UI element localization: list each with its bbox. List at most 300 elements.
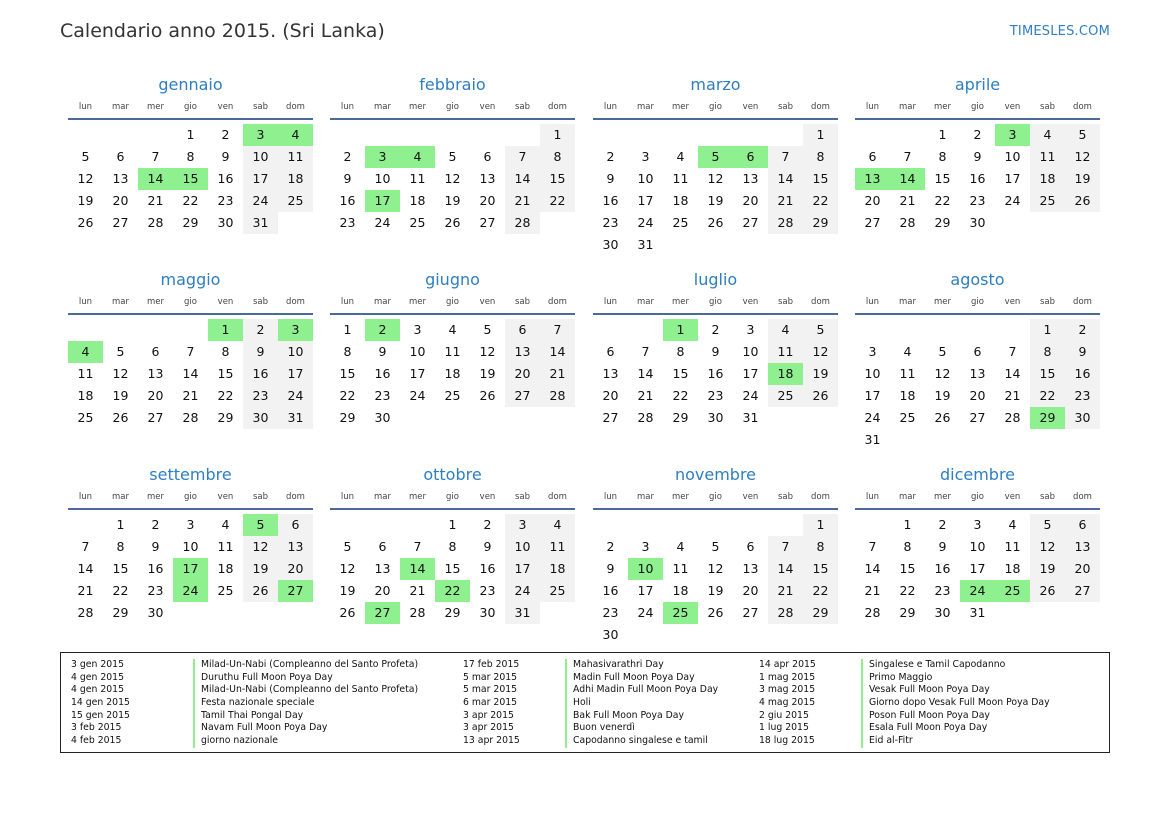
weekend-day-cell[interactable]: 28 <box>505 212 540 234</box>
weekend-day-cell[interactable]: 9 <box>243 341 278 363</box>
weekend-day-cell[interactable]: 25 <box>768 385 803 407</box>
weekend-day-cell[interactable]: 22 <box>1030 385 1065 407</box>
weekend-day-cell[interactable]: 28 <box>540 385 575 407</box>
day-cell[interactable]: 15 <box>444 561 461 576</box>
day-cell[interactable]: 9 <box>606 171 615 186</box>
holiday-day-cell[interactable]: 14 <box>890 168 925 190</box>
day-cell[interactable]: 6 <box>746 539 755 554</box>
weekend-day-cell[interactable]: 20 <box>505 363 540 385</box>
day-cell[interactable]: 18 <box>77 388 94 403</box>
holiday-day-cell[interactable]: 17 <box>365 190 400 212</box>
weekend-day-cell[interactable]: 21 <box>505 190 540 212</box>
weekend-day-cell[interactable]: 6 <box>1065 514 1100 536</box>
day-cell[interactable]: 16 <box>934 561 951 576</box>
day-cell[interactable]: 21 <box>864 583 881 598</box>
day-cell[interactable]: 22 <box>899 583 916 598</box>
day-cell[interactable]: 7 <box>186 344 195 359</box>
weekend-day-cell[interactable]: 6 <box>278 514 313 536</box>
day-cell[interactable]: 14 <box>77 561 94 576</box>
day-cell[interactable]: 29 <box>112 605 129 620</box>
day-cell[interactable]: 13 <box>602 366 619 381</box>
day-cell[interactable]: 19 <box>444 193 461 208</box>
holiday-day-cell[interactable]: 5 <box>243 514 278 536</box>
holiday-day-cell[interactable]: 3 <box>995 124 1030 146</box>
day-cell[interactable]: 17 <box>637 193 654 208</box>
weekend-day-cell[interactable]: 12 <box>1030 536 1065 558</box>
day-cell[interactable]: 26 <box>112 410 129 425</box>
day-cell[interactable]: 30 <box>374 410 391 425</box>
day-cell[interactable]: 31 <box>742 410 759 425</box>
day-cell[interactable]: 10 <box>637 171 654 186</box>
day-cell[interactable]: 2 <box>221 127 230 142</box>
day-cell[interactable]: 2 <box>151 517 160 532</box>
weekend-day-cell[interactable]: 8 <box>803 146 838 168</box>
day-cell[interactable]: 18 <box>672 193 689 208</box>
day-cell[interactable]: 23 <box>602 605 619 620</box>
day-cell[interactable]: 23 <box>374 388 391 403</box>
day-cell[interactable]: 3 <box>641 539 650 554</box>
weekend-day-cell[interactable]: 8 <box>540 146 575 168</box>
weekend-day-cell[interactable]: 14 <box>768 558 803 580</box>
day-cell[interactable]: 25 <box>899 410 916 425</box>
day-cell[interactable]: 20 <box>969 388 986 403</box>
day-cell[interactable]: 7 <box>151 149 160 164</box>
holiday-day-cell[interactable]: 14 <box>138 168 173 190</box>
weekend-day-cell[interactable]: 13 <box>505 341 540 363</box>
holiday-day-cell[interactable]: 3 <box>243 124 278 146</box>
day-cell[interactable]: 29 <box>899 605 916 620</box>
holiday-day-cell[interactable]: 27 <box>365 602 400 624</box>
day-cell[interactable]: 4 <box>903 344 912 359</box>
day-cell[interactable]: 1 <box>448 517 457 532</box>
day-cell[interactable]: 22 <box>182 193 199 208</box>
weekend-day-cell[interactable]: 17 <box>243 168 278 190</box>
day-cell[interactable]: 25 <box>444 388 461 403</box>
day-cell[interactable]: 20 <box>742 193 759 208</box>
day-cell[interactable]: 3 <box>973 517 982 532</box>
day-cell[interactable]: 26 <box>479 388 496 403</box>
weekend-day-cell[interactable]: 8 <box>803 536 838 558</box>
day-cell[interactable]: 12 <box>479 344 496 359</box>
day-cell[interactable]: 16 <box>339 193 356 208</box>
day-cell[interactable]: 4 <box>1008 517 1017 532</box>
holiday-day-cell[interactable]: 29 <box>1030 407 1065 429</box>
day-cell[interactable]: 18 <box>899 388 916 403</box>
day-cell[interactable]: 16 <box>147 561 164 576</box>
day-cell[interactable]: 2 <box>483 517 492 532</box>
holiday-day-cell[interactable]: 13 <box>855 168 890 190</box>
day-cell[interactable]: 30 <box>602 627 619 642</box>
weekend-day-cell[interactable]: 15 <box>803 558 838 580</box>
weekend-day-cell[interactable]: 26 <box>1065 190 1100 212</box>
day-cell[interactable]: 18 <box>217 561 234 576</box>
weekend-day-cell[interactable]: 8 <box>1030 341 1065 363</box>
day-cell[interactable]: 11 <box>77 366 94 381</box>
day-cell[interactable]: 27 <box>479 215 496 230</box>
day-cell[interactable]: 14 <box>637 366 654 381</box>
weekend-day-cell[interactable]: 18 <box>1030 168 1065 190</box>
weekend-day-cell[interactable]: 7 <box>505 146 540 168</box>
day-cell[interactable]: 29 <box>934 215 951 230</box>
day-cell[interactable]: 19 <box>479 366 496 381</box>
day-cell[interactable]: 27 <box>112 215 129 230</box>
weekend-day-cell[interactable]: 4 <box>768 319 803 341</box>
holiday-day-cell[interactable]: 22 <box>435 580 470 602</box>
day-cell[interactable]: 23 <box>602 215 619 230</box>
day-cell[interactable]: 6 <box>973 344 982 359</box>
day-cell[interactable]: 8 <box>448 539 457 554</box>
weekend-day-cell[interactable]: 29 <box>803 212 838 234</box>
day-cell[interactable]: 21 <box>77 583 94 598</box>
day-cell[interactable]: 10 <box>409 344 426 359</box>
day-cell[interactable]: 16 <box>602 583 619 598</box>
day-cell[interactable]: 10 <box>742 344 759 359</box>
weekend-day-cell[interactable]: 18 <box>540 558 575 580</box>
day-cell[interactable]: 9 <box>221 149 230 164</box>
day-cell[interactable]: 13 <box>112 171 129 186</box>
day-cell[interactable]: 23 <box>147 583 164 598</box>
day-cell[interactable]: 17 <box>969 561 986 576</box>
day-cell[interactable]: 15 <box>899 561 916 576</box>
weekend-day-cell[interactable]: 5 <box>1030 514 1065 536</box>
day-cell[interactable]: 15 <box>672 366 689 381</box>
day-cell[interactable]: 11 <box>899 366 916 381</box>
day-cell[interactable]: 7 <box>903 149 912 164</box>
day-cell[interactable]: 10 <box>374 171 391 186</box>
day-cell[interactable]: 28 <box>147 215 164 230</box>
day-cell[interactable]: 24 <box>742 388 759 403</box>
weekend-day-cell[interactable]: 7 <box>540 319 575 341</box>
day-cell[interactable]: 18 <box>444 366 461 381</box>
day-cell[interactable]: 9 <box>973 149 982 164</box>
day-cell[interactable]: 20 <box>374 583 391 598</box>
day-cell[interactable]: 23 <box>217 193 234 208</box>
day-cell[interactable]: 19 <box>112 388 129 403</box>
weekend-day-cell[interactable]: 15 <box>1030 363 1065 385</box>
day-cell[interactable]: 9 <box>378 344 387 359</box>
day-cell[interactable]: 24 <box>1004 193 1021 208</box>
weekend-day-cell[interactable]: 5 <box>803 319 838 341</box>
day-cell[interactable]: 12 <box>339 561 356 576</box>
day-cell[interactable]: 17 <box>742 366 759 381</box>
day-cell[interactable]: 20 <box>479 193 496 208</box>
day-cell[interactable]: 9 <box>606 561 615 576</box>
weekend-day-cell[interactable]: 15 <box>540 168 575 190</box>
holiday-day-cell[interactable]: 24 <box>173 580 208 602</box>
day-cell[interactable]: 26 <box>934 410 951 425</box>
weekend-day-cell[interactable]: 22 <box>540 190 575 212</box>
day-cell[interactable]: 30 <box>479 605 496 620</box>
weekend-day-cell[interactable]: 7 <box>768 536 803 558</box>
day-cell[interactable]: 18 <box>672 583 689 598</box>
day-cell[interactable]: 7 <box>641 344 650 359</box>
day-cell[interactable]: 2 <box>711 322 720 337</box>
weekend-day-cell[interactable]: 10 <box>243 146 278 168</box>
day-cell[interactable]: 28 <box>1004 410 1021 425</box>
weekend-day-cell[interactable]: 23 <box>243 385 278 407</box>
day-cell[interactable]: 12 <box>707 171 724 186</box>
day-cell[interactable]: 31 <box>864 432 881 447</box>
day-cell[interactable]: 12 <box>444 171 461 186</box>
day-cell[interactable]: 8 <box>903 539 912 554</box>
day-cell[interactable]: 2 <box>938 517 947 532</box>
weekend-day-cell[interactable]: 9 <box>1065 341 1100 363</box>
day-cell[interactable]: 18 <box>1004 561 1021 576</box>
day-cell[interactable]: 12 <box>77 171 94 186</box>
weekend-day-cell[interactable]: 12 <box>243 536 278 558</box>
weekend-day-cell[interactable]: 21 <box>540 363 575 385</box>
day-cell[interactable]: 3 <box>746 322 755 337</box>
day-cell[interactable]: 28 <box>182 410 199 425</box>
day-cell[interactable]: 1 <box>903 517 912 532</box>
day-cell[interactable]: 21 <box>147 193 164 208</box>
day-cell[interactable]: 2 <box>973 127 982 142</box>
day-cell[interactable]: 16 <box>217 171 234 186</box>
day-cell[interactable]: 21 <box>182 388 199 403</box>
holiday-day-cell[interactable]: 3 <box>278 319 313 341</box>
day-cell[interactable]: 25 <box>217 583 234 598</box>
weekend-day-cell[interactable]: 17 <box>278 363 313 385</box>
day-cell[interactable]: 3 <box>186 517 195 532</box>
day-cell[interactable]: 7 <box>868 539 877 554</box>
day-cell[interactable]: 23 <box>339 215 356 230</box>
day-cell[interactable]: 8 <box>221 344 230 359</box>
holiday-day-cell[interactable]: 27 <box>278 580 313 602</box>
day-cell[interactable]: 6 <box>378 539 387 554</box>
day-cell[interactable]: 27 <box>742 215 759 230</box>
day-cell[interactable]: 13 <box>147 366 164 381</box>
day-cell[interactable]: 20 <box>112 193 129 208</box>
day-cell[interactable]: 2 <box>343 149 352 164</box>
weekend-day-cell[interactable]: 14 <box>540 341 575 363</box>
weekend-day-cell[interactable]: 22 <box>803 190 838 212</box>
day-cell[interactable]: 9 <box>711 344 720 359</box>
day-cell[interactable]: 20 <box>147 388 164 403</box>
day-cell[interactable]: 23 <box>969 193 986 208</box>
weekend-day-cell[interactable]: 25 <box>1030 190 1065 212</box>
day-cell[interactable]: 7 <box>1008 344 1017 359</box>
day-cell[interactable]: 26 <box>444 215 461 230</box>
weekend-day-cell[interactable]: 4 <box>540 514 575 536</box>
day-cell[interactable]: 13 <box>969 366 986 381</box>
weekend-day-cell[interactable]: 24 <box>278 385 313 407</box>
weekend-day-cell[interactable]: 5 <box>1065 124 1100 146</box>
brand-link[interactable]: TIMESLES.COM <box>1009 24 1110 39</box>
day-cell[interactable]: 29 <box>672 410 689 425</box>
day-cell[interactable]: 28 <box>899 215 916 230</box>
weekend-day-cell[interactable]: 28 <box>768 212 803 234</box>
day-cell[interactable]: 15 <box>934 171 951 186</box>
day-cell[interactable]: 5 <box>711 539 720 554</box>
day-cell[interactable]: 26 <box>77 215 94 230</box>
day-cell[interactable]: 11 <box>409 171 426 186</box>
day-cell[interactable]: 29 <box>182 215 199 230</box>
day-cell[interactable]: 3 <box>413 322 422 337</box>
day-cell[interactable]: 23 <box>479 583 496 598</box>
day-cell[interactable]: 3 <box>868 344 877 359</box>
weekend-day-cell[interactable]: 19 <box>803 363 838 385</box>
day-cell[interactable]: 29 <box>217 410 234 425</box>
day-cell[interactable]: 11 <box>217 539 234 554</box>
weekend-day-cell[interactable]: 2 <box>243 319 278 341</box>
weekend-day-cell[interactable]: 29 <box>803 602 838 624</box>
weekend-day-cell[interactable]: 23 <box>1065 385 1100 407</box>
day-cell[interactable]: 5 <box>448 149 457 164</box>
day-cell[interactable]: 20 <box>864 193 881 208</box>
day-cell[interactable]: 4 <box>448 322 457 337</box>
day-cell[interactable]: 22 <box>934 193 951 208</box>
weekend-day-cell[interactable]: 1 <box>803 124 838 146</box>
holiday-day-cell[interactable]: 15 <box>173 168 208 190</box>
day-cell[interactable]: 17 <box>864 388 881 403</box>
weekend-day-cell[interactable]: 30 <box>1065 407 1100 429</box>
day-cell[interactable]: 21 <box>1004 388 1021 403</box>
day-cell[interactable]: 5 <box>343 539 352 554</box>
day-cell[interactable]: 8 <box>343 344 352 359</box>
day-cell[interactable]: 13 <box>742 171 759 186</box>
weekend-day-cell[interactable]: 24 <box>243 190 278 212</box>
weekend-day-cell[interactable]: 31 <box>278 407 313 429</box>
day-cell[interactable]: 13 <box>479 171 496 186</box>
weekend-day-cell[interactable]: 27 <box>505 385 540 407</box>
weekend-day-cell[interactable]: 25 <box>278 190 313 212</box>
weekend-day-cell[interactable]: 25 <box>540 580 575 602</box>
day-cell[interactable]: 16 <box>969 171 986 186</box>
holiday-day-cell[interactable]: 24 <box>960 580 995 602</box>
day-cell[interactable]: 31 <box>637 237 654 252</box>
weekend-day-cell[interactable]: 24 <box>505 580 540 602</box>
day-cell[interactable]: 30 <box>934 605 951 620</box>
weekend-day-cell[interactable]: 26 <box>803 385 838 407</box>
day-cell[interactable]: 24 <box>409 388 426 403</box>
day-cell[interactable]: 6 <box>483 149 492 164</box>
day-cell[interactable]: 13 <box>742 561 759 576</box>
weekend-day-cell[interactable]: 30 <box>243 407 278 429</box>
day-cell[interactable]: 26 <box>707 215 724 230</box>
weekend-day-cell[interactable]: 6 <box>505 319 540 341</box>
weekend-day-cell[interactable]: 21 <box>768 190 803 212</box>
day-cell[interactable]: 10 <box>182 539 199 554</box>
day-cell[interactable]: 9 <box>343 171 352 186</box>
day-cell[interactable]: 19 <box>339 583 356 598</box>
day-cell[interactable]: 12 <box>112 366 129 381</box>
day-cell[interactable]: 14 <box>182 366 199 381</box>
day-cell[interactable]: 6 <box>606 344 615 359</box>
day-cell[interactable]: 13 <box>374 561 391 576</box>
day-cell[interactable]: 24 <box>374 215 391 230</box>
day-cell[interactable]: 23 <box>707 388 724 403</box>
weekend-day-cell[interactable]: 28 <box>768 602 803 624</box>
weekend-day-cell[interactable]: 7 <box>768 146 803 168</box>
holiday-day-cell[interactable]: 25 <box>663 602 698 624</box>
day-cell[interactable]: 27 <box>147 410 164 425</box>
holiday-day-cell[interactable]: 3 <box>365 146 400 168</box>
weekend-day-cell[interactable]: 26 <box>1030 580 1065 602</box>
day-cell[interactable]: 30 <box>707 410 724 425</box>
weekend-day-cell[interactable]: 31 <box>243 212 278 234</box>
day-cell[interactable]: 17 <box>409 366 426 381</box>
weekend-day-cell[interactable]: 31 <box>505 602 540 624</box>
day-cell[interactable]: 28 <box>409 605 426 620</box>
day-cell[interactable]: 8 <box>116 539 125 554</box>
day-cell[interactable]: 22 <box>217 388 234 403</box>
weekend-day-cell[interactable]: 11 <box>278 146 313 168</box>
weekend-day-cell[interactable]: 20 <box>278 558 313 580</box>
day-cell[interactable]: 20 <box>742 583 759 598</box>
weekend-day-cell[interactable]: 4 <box>1030 124 1065 146</box>
holiday-day-cell[interactable]: 5 <box>698 146 733 168</box>
day-cell[interactable]: 21 <box>899 193 916 208</box>
day-cell[interactable]: 31 <box>969 605 986 620</box>
day-cell[interactable]: 29 <box>444 605 461 620</box>
day-cell[interactable]: 25 <box>672 215 689 230</box>
day-cell[interactable]: 19 <box>934 388 951 403</box>
weekend-day-cell[interactable]: 10 <box>278 341 313 363</box>
day-cell[interactable]: 15 <box>217 366 234 381</box>
day-cell[interactable]: 9 <box>938 539 947 554</box>
weekend-day-cell[interactable]: 13 <box>278 536 313 558</box>
day-cell[interactable]: 16 <box>374 366 391 381</box>
day-cell[interactable]: 10 <box>864 366 881 381</box>
weekend-day-cell[interactable]: 17 <box>505 558 540 580</box>
day-cell[interactable]: 19 <box>707 583 724 598</box>
day-cell[interactable]: 27 <box>864 215 881 230</box>
day-cell[interactable]: 16 <box>707 366 724 381</box>
day-cell[interactable]: 5 <box>116 344 125 359</box>
day-cell[interactable]: 21 <box>409 583 426 598</box>
weekend-day-cell[interactable]: 13 <box>1065 536 1100 558</box>
day-cell[interactable]: 24 <box>864 410 881 425</box>
day-cell[interactable]: 12 <box>707 561 724 576</box>
day-cell[interactable]: 19 <box>77 193 94 208</box>
weekend-day-cell[interactable]: 1 <box>803 514 838 536</box>
weekend-day-cell[interactable]: 14 <box>768 168 803 190</box>
holiday-day-cell[interactable]: 1 <box>208 319 243 341</box>
weekend-day-cell[interactable]: 27 <box>1065 580 1100 602</box>
day-cell[interactable]: 29 <box>339 410 356 425</box>
holiday-day-cell[interactable]: 4 <box>68 341 103 363</box>
day-cell[interactable]: 22 <box>672 388 689 403</box>
day-cell[interactable]: 26 <box>339 605 356 620</box>
day-cell[interactable]: 8 <box>186 149 195 164</box>
holiday-day-cell[interactable]: 4 <box>400 146 435 168</box>
day-cell[interactable]: 14 <box>1004 366 1021 381</box>
weekend-day-cell[interactable]: 19 <box>243 558 278 580</box>
day-cell[interactable]: 18 <box>409 193 426 208</box>
day-cell[interactable]: 7 <box>413 539 422 554</box>
day-cell[interactable]: 17 <box>1004 171 1021 186</box>
holiday-day-cell[interactable]: 4 <box>278 124 313 146</box>
day-cell[interactable]: 12 <box>934 366 951 381</box>
weekend-day-cell[interactable]: 10 <box>505 536 540 558</box>
day-cell[interactable]: 15 <box>339 366 356 381</box>
day-cell[interactable]: 28 <box>864 605 881 620</box>
day-cell[interactable]: 1 <box>343 322 352 337</box>
day-cell[interactable]: 19 <box>707 193 724 208</box>
day-cell[interactable]: 22 <box>339 388 356 403</box>
weekend-day-cell[interactable]: 18 <box>278 168 313 190</box>
day-cell[interactable]: 8 <box>938 149 947 164</box>
day-cell[interactable]: 30 <box>147 605 164 620</box>
day-cell[interactable]: 1 <box>938 127 947 142</box>
weekend-day-cell[interactable]: 11 <box>768 341 803 363</box>
day-cell[interactable]: 10 <box>969 539 986 554</box>
day-cell[interactable]: 27 <box>969 410 986 425</box>
weekend-day-cell[interactable]: 19 <box>1030 558 1065 580</box>
day-cell[interactable]: 16 <box>602 193 619 208</box>
day-cell[interactable]: 4 <box>676 149 685 164</box>
day-cell[interactable]: 17 <box>637 583 654 598</box>
